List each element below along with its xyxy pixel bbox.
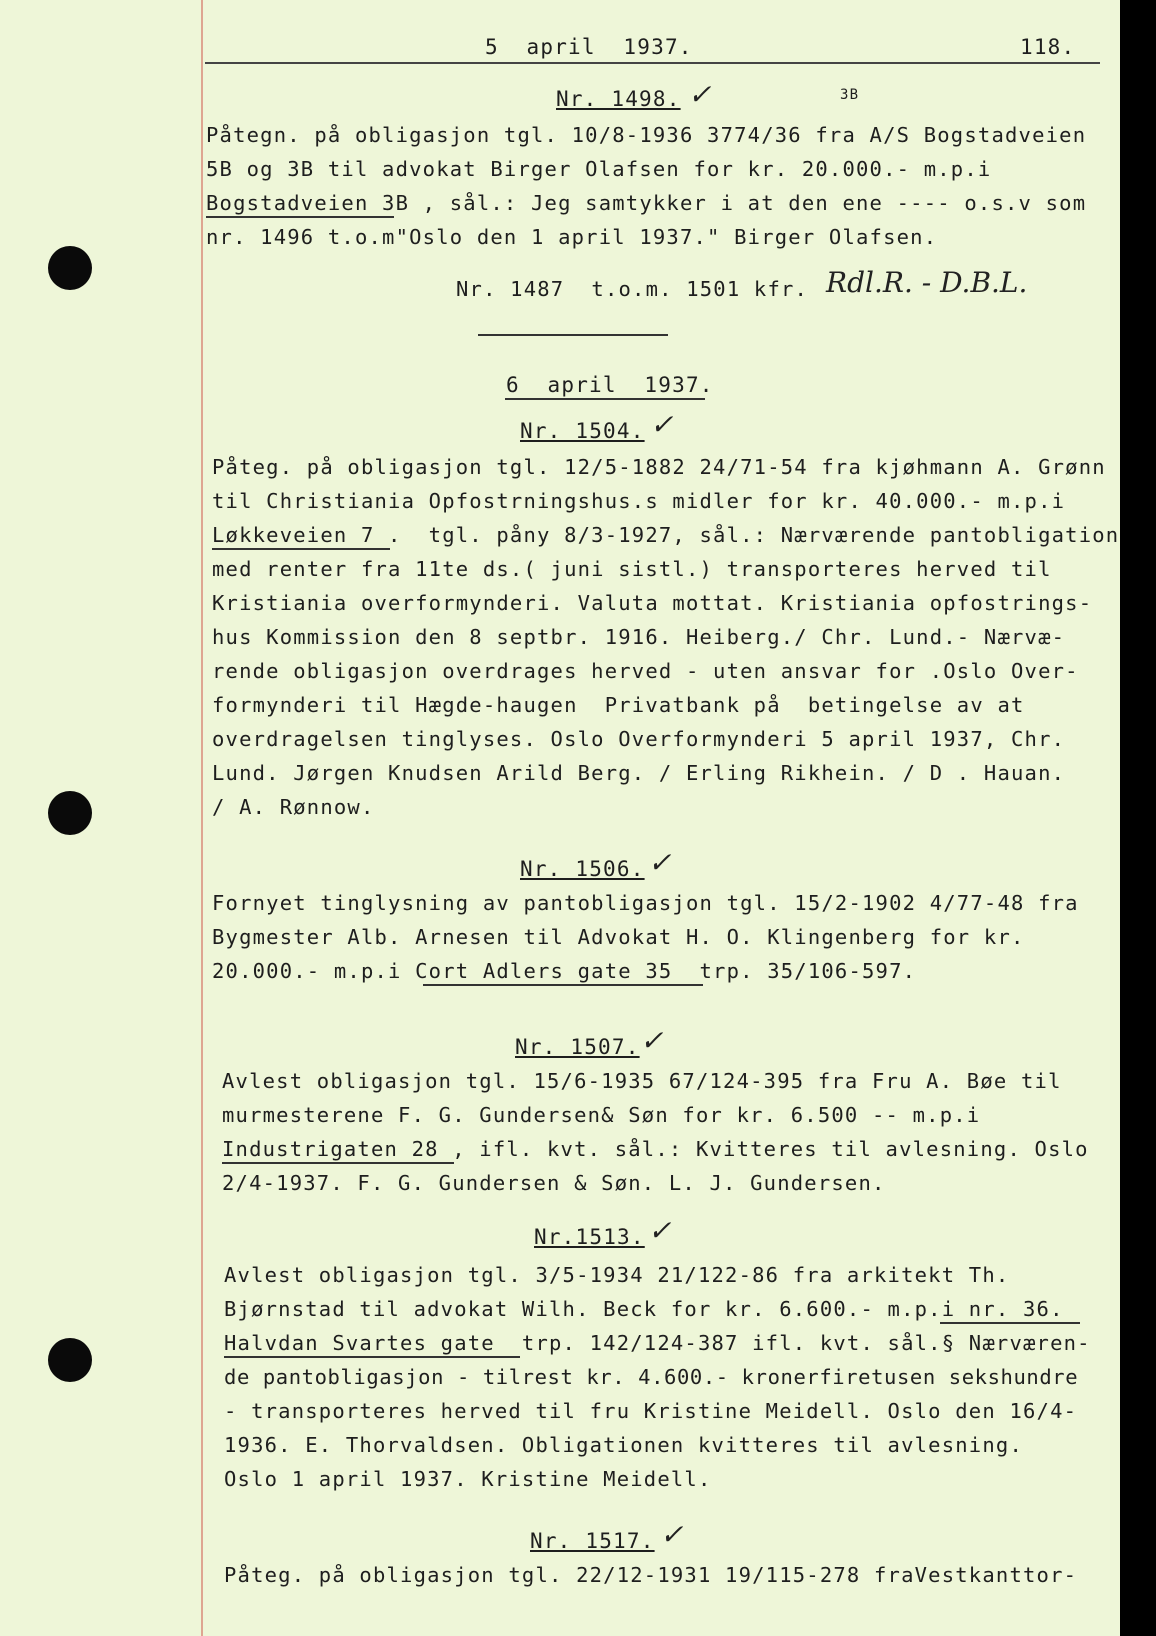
entry-number: Nr. 1506. — [520, 857, 645, 881]
entry-line: Bjørnstad til advokat Wilh. Beck for kr. 6.600.- m.p.i nr. 36. — [224, 1297, 1064, 1321]
initials-mark: ✓ — [640, 1024, 664, 1057]
date-underline — [505, 398, 705, 400]
entry-number: Nr. 1498. — [556, 87, 681, 111]
punch-hole — [48, 1338, 92, 1382]
entry-line: de pantobligasjon - tilrest kr. 4.600.- kronerfiretusen sekshundre — [224, 1365, 1079, 1389]
entry-line: Avlest obligasjon tgl. 15/6-1935 67/124-395 fra Fru A. Bøe til — [222, 1069, 1062, 1093]
entry-line: formynderi til Hægde-haugen Privatbank på betingelse av at — [212, 693, 1025, 717]
address-underline — [212, 548, 390, 550]
reference-line: Nr. 1487 t.o.m. 1501 kfr. — [456, 277, 809, 301]
entry-line: Påtegn. på obligasjon tgl. 10/8-1936 3774/36 fra A/S Bogstadveien — [206, 123, 1087, 147]
section-date: 6 april 1937. — [506, 373, 714, 397]
entry-line: hus Kommission den 8 septbr. 1916. Heiberg./ Chr. Lund.- Nærvæ- — [212, 625, 1066, 649]
page-date: 5 april 1937. — [485, 35, 693, 59]
punch-hole — [48, 791, 92, 835]
entry-line: / A. Rønnow. — [212, 795, 375, 819]
entry-line: rende obligasjon overdrages herved - uten ansvar for .Oslo Over- — [212, 659, 1079, 683]
entry-line: Påteg. på obligasjon tgl. 22/12-1931 19/115-278 fraVestkanttor- — [224, 1563, 1078, 1587]
entry-line: Halvdan Svartes gate trp. 142/124-387 ifl. kvt. sål.§ Nærværen- — [224, 1331, 1091, 1355]
address-underline — [940, 1322, 1080, 1324]
initials-mark: ✓ — [650, 408, 674, 441]
entry-line: Påteg. på obligasjon tgl. 12/5-1882 24/71-54 fra kjøhmann A. Grønn — [212, 455, 1106, 479]
entry-line: 1936. E. Thorvaldsen. Obligationen kvitteres til avlesning. — [224, 1433, 1023, 1457]
entry-line: nr. 1496 t.o.m"Oslo den 1 april 1937." Birger Olafsen. — [206, 225, 938, 249]
entry-line: - transporteres herved til fru Kristine Meidell. Oslo den 16/4- — [224, 1399, 1078, 1423]
entry-number: Nr.1513. — [534, 1225, 645, 1249]
entry-number: Nr. 1504. — [520, 419, 645, 443]
entry-line: Kristiania overformynderi. Valuta mottat. Kristiania opfostrings- — [212, 591, 1093, 615]
insertion-note: 3B — [840, 87, 860, 103]
punch-hole — [48, 246, 92, 290]
entry-line: 2/4-1937. F. G. Gundersen & Søn. L. J. Gundersen. — [222, 1171, 886, 1195]
initials-mark: ✓ — [660, 1518, 684, 1551]
entry-number: Nr. 1507. — [515, 1035, 640, 1059]
entry-line: Lund. Jørgen Knudsen Arild Berg. / Erling Rikhein. / D . Hauan. — [212, 761, 1066, 785]
entry-line: 20.000.- m.p.i Cort Adlers gate 35 trp. 35/106-597. — [212, 959, 917, 983]
handwritten-signature: Rdl.R. - D.B.L. — [826, 266, 1028, 299]
entry-line: Industrigaten 28 , ifl. kvt. sål.: Kvitteres til avlesning. Oslo — [222, 1137, 1089, 1161]
entry-line: Avlest obligasjon tgl. 3/5-1934 21/122-86 fra arkitekt Th. — [224, 1263, 1010, 1287]
address-underline — [224, 1356, 520, 1358]
entry-line: 5B og 3B til advokat Birger Olafsen for kr. 20.000.- m.p.i — [206, 157, 992, 181]
entry-line: Oslo 1 april 1937. Kristine Meidell. — [224, 1467, 712, 1491]
entry-line: Bygmester Alb. Arnesen til Advokat H. O. Klingenberg for kr. — [212, 925, 1025, 949]
separator-rule — [478, 334, 668, 336]
entry-line: med renter fra 11te ds.( juni sistl.) transporteres herved til — [212, 557, 1052, 581]
address-underline — [423, 984, 703, 986]
address-underline — [222, 1162, 454, 1164]
entry-line: overdragelsen tinglyses. Oslo Overformynderi 5 april 1937, Chr. — [212, 727, 1066, 751]
entry-line: til Christiania Opfostrningshus.s midler for kr. 40.000.- m.p.i — [212, 489, 1066, 513]
margin-line — [201, 0, 203, 1636]
entry-line: Løkkeveien 7 . tgl. påny 8/3-1927, sål.: Nærværende pantobligation — [212, 523, 1120, 547]
entry-line: Bogstadveien 3B , sål.: Jeg samtykker i at den ene ---- o.s.v som — [206, 191, 1087, 215]
page-number: 118. — [1020, 35, 1076, 59]
initials-mark: ✓ — [688, 78, 712, 111]
address-underline — [206, 216, 394, 218]
initials-mark: ✓ — [648, 1214, 672, 1247]
entry-number: Nr. 1517. — [530, 1529, 655, 1553]
initials-mark: ✓ — [648, 846, 672, 879]
entry-line: Fornyet tinglysning av pantobligasjon tgl. 15/2-1902 4/77-48 fra — [212, 891, 1079, 915]
entry-line: murmesterene F. G. Gundersen& Søn for kr. 6.500 -- m.p.i — [222, 1103, 981, 1127]
